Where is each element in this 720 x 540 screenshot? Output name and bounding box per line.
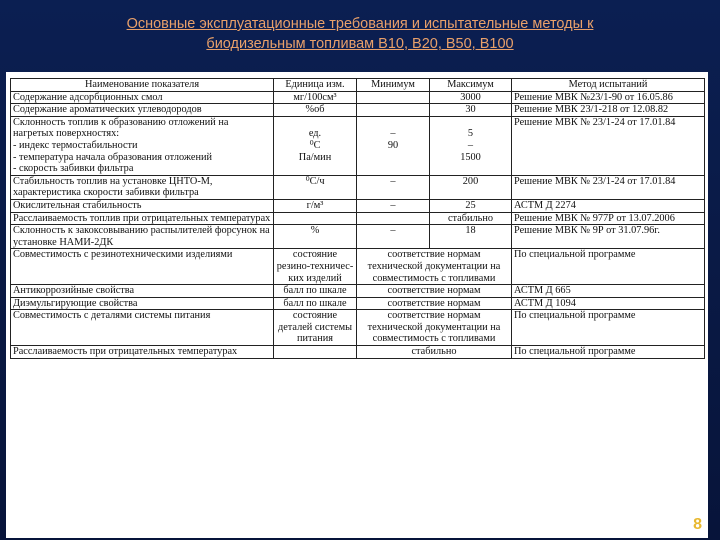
cell-unit: состояние резино-техничес-ких изделий xyxy=(274,249,357,285)
cell-name: Расслаиваемость при отрицательных температурах xyxy=(11,346,274,359)
cell-name: Содержание ароматических углеводородов xyxy=(11,104,274,117)
cell-max: 25 xyxy=(430,199,512,212)
cell-name: Антикоррозийные свойства xyxy=(11,285,274,298)
slide-title-line-1: Основные эксплуатационные требования и испытательные методы к xyxy=(126,16,594,32)
cell-max: стабильно xyxy=(430,212,512,225)
cell-unit: состояние деталей системы питания xyxy=(274,310,357,346)
cell-max: 5 – 1500 xyxy=(430,116,512,175)
cell-max: 30 xyxy=(430,104,512,117)
cell-min: соответствие нормам технической документации на совместимость с топливами xyxy=(357,310,512,346)
table-row xyxy=(11,310,705,346)
cell-method: Решение МВК № 23/1-24 от 17.01.84 xyxy=(512,175,705,199)
cell-method: Решение МВК № 23/1-24 от 17.01.84 xyxy=(512,116,705,175)
cell-name: Склонность топлив к образованию отложений на нагретых поверхностях: - индекс термостабильности - температура начала образования отложений - скорость забивки фильтра xyxy=(11,116,274,175)
table-row xyxy=(11,346,705,359)
slide-title xyxy=(0,14,720,54)
cell-method: АСТМ Д 665 xyxy=(512,285,705,298)
document-scan xyxy=(6,72,708,538)
cell-method: АСТМ Д 2274 xyxy=(512,199,705,212)
cell-name: Диэмульгирующие свойства xyxy=(11,297,274,310)
cell-max: 3000 xyxy=(430,91,512,104)
cell-method: Решение МВК 23/1-218 от 12.08.82 xyxy=(512,104,705,117)
header-unit: Единица изм. xyxy=(274,79,357,92)
cell-unit: ед. ⁰С Па/мин xyxy=(274,116,357,175)
cell-unit: % xyxy=(274,225,357,249)
table-row xyxy=(11,91,705,104)
table-row xyxy=(11,249,705,285)
header-min: Минимум xyxy=(357,79,430,92)
cell-min: соответствие нормам xyxy=(357,297,512,310)
table-body xyxy=(11,91,705,358)
cell-method: Решение МВК №23/1-90 от 16.05.86 xyxy=(512,91,705,104)
cell-unit: балл по шкале xyxy=(274,297,357,310)
cell-name: Склонность к закоксовыванию распылителей форсунок на установке НАМИ-2ДК xyxy=(11,225,274,249)
table-header-row xyxy=(11,79,705,92)
cell-min: – xyxy=(357,199,430,212)
table-row xyxy=(11,285,705,298)
header-name: Наименование показателя xyxy=(11,79,274,92)
cell-method: АСТМ Д 1094 xyxy=(512,297,705,310)
cell-min: – xyxy=(357,225,430,249)
cell-unit: ⁰С/ч xyxy=(274,175,357,199)
table-row xyxy=(11,104,705,117)
table-row xyxy=(11,116,705,175)
cell-name: Совместимость с деталями системы питания xyxy=(11,310,274,346)
cell-min: – 90 xyxy=(357,116,430,175)
cell-unit: %об xyxy=(274,104,357,117)
cell-min xyxy=(357,212,430,225)
cell-min: стабильно xyxy=(357,346,512,359)
cell-name: Содержание адсорбционных смол xyxy=(11,91,274,104)
slide-title-line-2: биодизельным топливам В10, В20, В50, В100 xyxy=(206,36,514,52)
cell-method: По специальной программе xyxy=(512,249,705,285)
cell-method: По специальной программе xyxy=(512,346,705,359)
cell-unit: мг/100см³ xyxy=(274,91,357,104)
cell-unit: г/м³ xyxy=(274,199,357,212)
table-row xyxy=(11,225,705,249)
cell-min: – xyxy=(357,175,430,199)
cell-name: Совместимость с резинотехническими изделиями xyxy=(11,249,274,285)
cell-method: Решение МВК № 977Р от 13.07.2006 xyxy=(512,212,705,225)
header-method: Метод испытаний xyxy=(512,79,705,92)
cell-unit: балл по шкале xyxy=(274,285,357,298)
cell-unit xyxy=(274,346,357,359)
cell-min: соответствие нормам технической документации на совместимость с топливами xyxy=(357,249,512,285)
cell-unit xyxy=(274,212,357,225)
cell-min xyxy=(357,91,430,104)
cell-min xyxy=(357,104,430,117)
cell-name: Расслаиваемость топлив при отрицательных температурах xyxy=(11,212,274,225)
cell-method: По специальной программе xyxy=(512,310,705,346)
table-row xyxy=(11,199,705,212)
cell-name: Стабильность топлив на установке ЦНТО-М, характеристика скорости забивки фильтра xyxy=(11,175,274,199)
cell-max: 18 xyxy=(430,225,512,249)
cell-method: Решение МВК № 9Р от 31.07.96г. xyxy=(512,225,705,249)
table-row xyxy=(11,212,705,225)
cell-min: соответствие нормам xyxy=(357,285,512,298)
cell-name: Окислительная стабильность xyxy=(11,199,274,212)
table-row xyxy=(11,297,705,310)
page-number: 8 xyxy=(693,516,702,533)
header-max: Максимум xyxy=(430,79,512,92)
table-row xyxy=(11,175,705,199)
requirements-table xyxy=(10,78,705,359)
cell-max: 200 xyxy=(430,175,512,199)
